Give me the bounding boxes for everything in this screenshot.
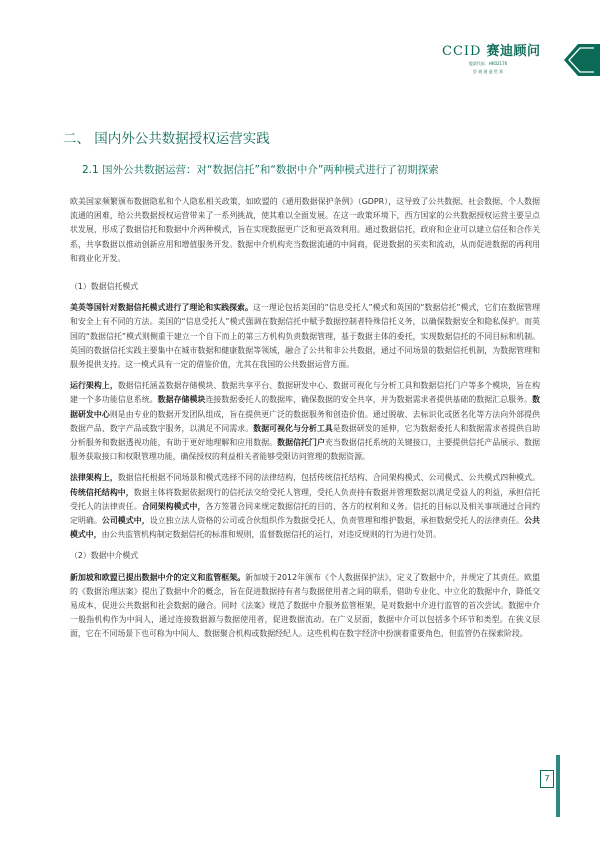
corner-chevron-icon <box>564 44 600 76</box>
data-trust-heading: （1）数据信托模式 <box>70 282 139 292</box>
subsection-title: 2.1 国外公共数据运营：对“数据信托”和“数据中介”两种模式进行了初期探索 <box>82 164 439 176</box>
trust-operation-paragraph: 运行架构上，数据信托涵盖数据存储模块、数据共享平台、数据研发中心、数据可视化与分析工具和数据信托门户等多个模块，旨在构建一个多功能信息系统。数据存储模块连接数据委托人的数据库，确保数据的安全共享，并为数据需求者提供基础的数据汇总服务。数据研发中心则是由专业的数据开发团队组成，旨在提供更广泛的数据服务和创造价值。通过脱敏、去标识化或匿名化等方法向外部提供数据产品、数字产品或数字服务，以满足不同需求。数据可视化与分析工具是数据研发的延伸，它为数据委托人和数据需求者提供自助分析服务和数据透视功能，有助于更好地理解和应用数据。数据信托门户充当数据信托系统的关键接口，主要提供信托产品展示、数据服务获取接口和权限管理功能，确保授权的利益相关者能够受限访问管理的数据资源。 <box>70 381 540 462</box>
body-text <box>70 195 540 642</box>
intro-paragraph: 欧美国家频繁颁布数据隐私和个人隐私相关政策，如欧盟的《通用数据保护条例》（GDPR），这导致了公共数据、社会数据、个人数据流通的困难，给公共数据授权运营带来了一系列挑战，使其难以全面发展。在这一政策环境下，西方国家的公共数据授权运营主要呈点状发展，形成了数据信托和数据中介两种模式，旨在实现数据更广泛和更高效利用。通过数据信托，政府和企业可以建立信任和合作关系，共享数据以推动创新应用和增值服务开发。数据中介机构充当数据流通的中间商，促进数据的买卖和流动，从而促进数据的再利用和商业化开发。 <box>70 197 540 263</box>
trust-theory-paragraph: 美英等国针对数据信托模式进行了理论和实践探索。这一理论包括美国的“信息受托人”模式和英国的“数据信托”模式，它们在数据管理和安全上有不同的方法。美国的“信息受托人”模式强调在数据信托中赋予数据控制者特殊信托义务，以确保数据安全和隐私保护。而英国的“数据信托”模式则侧重于建立一个自下而上的第三方机构负责数据管理，基于数据主体的委托，实现数据信托的不同目标和机制。英国的数据信托实践主要集中在城市数据和健康数据等领域，融合了公共和非公共数据，通过不同场景的数据信托机制，为数据管理和服务提供支持。这一模式具有一定的借鉴价值，尤其在我国的公共数据运营方面。 <box>70 303 540 370</box>
side-accent-bar <box>556 755 560 817</box>
section-title: 二、 国内外公共数据授权运营实践 <box>63 131 270 147</box>
intermediary-paragraph: 新加坡和欧盟已提出数据中介的定义和监管框架。新加坡于2012年颁布《个人数据保护法》，定义了数据中介，并规定了其责任。欧盟的《数据治理法案》提出了数据中介的概念，旨在促进数据持有者与数据使用者之间的联系，借助专业化、中立化的数据中介，降低交易成本，促进公共数据和社会数据的融合。同时《法案》规范了数据中介服务监管框架，是对数据中介进行监管的首次尝试。数据中介一般指机构作为中间人，通过连接数据源与数据使用者，促进数据流动。在广义层面，数据中介可以包括多个环节和类型。在狭义层面，它在不同场景下也可称为中间人、数据聚合机构或数据经纪人。这些机构在数字经济中扮演着重要角色，但监管仍在探索阶段。 <box>70 572 540 639</box>
trust-legal-paragraph: 法律架构上，数据信托根据不同场景和模式选择不同的法律结构，包括传统信托结构、合同架构模式、公司模式、公共模式四种模式。传统信托结构中，数据主体将数据依据现行的信托法交给受托人管理，受托人负责持有数据并管理数据以满足受益人的利益，承担信托受托人的法律责任。合同架构模式中，各方签署合同来规定数据信托的目的、各方的权利和义务。信托的目标以及相关事项通过合同约定明确。公司模式中，设立独立法人资格的公司或合伙组织作为数据受托人，负责管理和维护数据，承担数据受托人的法律责任。公共模式中，由公共监管机构制定数据信托的标准和规则，监督数据信托的运行，对违反规则的行为进行处罚。 <box>70 473 540 540</box>
logo-wordmark: CCID 赛迪顾问 <box>442 44 541 59</box>
stock-code: 股票代码：HK02176 <box>468 61 508 66</box>
logo-slogan: 咨 询 创 造 世 界 <box>472 69 504 74</box>
data-intermediary-heading: （2）数据中介模式 <box>70 551 139 561</box>
ccid-logo <box>442 40 541 75</box>
page-number: 7 <box>540 770 554 788</box>
